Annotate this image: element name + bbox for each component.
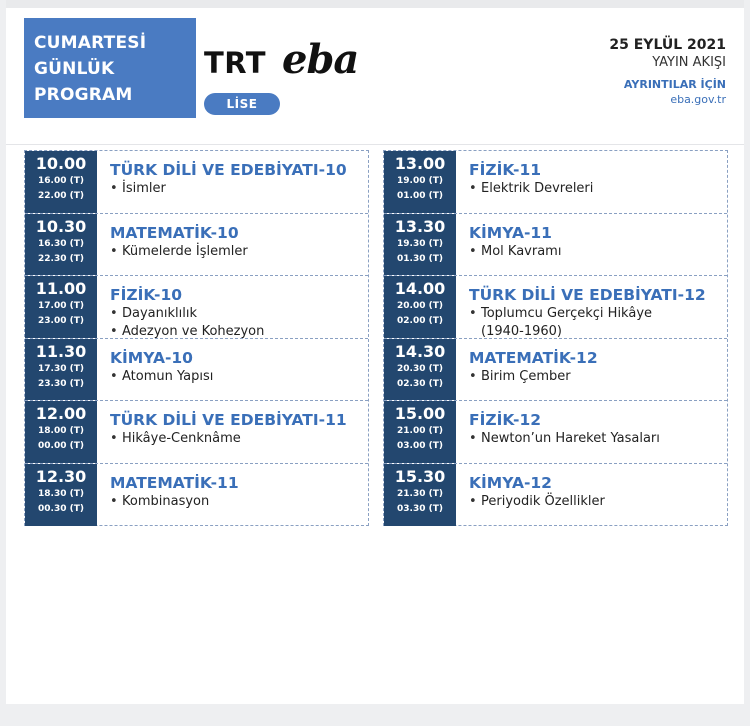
program-title-box xyxy=(24,18,196,118)
topic-item: • Elektrik Devreleri xyxy=(469,180,721,198)
content-cell xyxy=(110,410,362,448)
header-divider xyxy=(6,144,744,145)
schedule-row xyxy=(25,151,368,214)
time-cell xyxy=(384,276,456,338)
content-cell xyxy=(469,160,721,198)
time-cell xyxy=(384,339,456,401)
topic-item: (1940-1960) xyxy=(481,324,563,339)
rerun-time: 16.00 (T) xyxy=(38,176,84,186)
broadcast-subtitle: YAYIN AKIŞI xyxy=(652,55,726,70)
logo-trt-text: TRT xyxy=(204,46,267,80)
title-line-1: CUMARTESİ xyxy=(34,33,147,53)
topic-item: • Newton’un Hareket Yasaları xyxy=(469,430,721,448)
broadcast-time: 14.00 xyxy=(394,279,446,298)
bottom-frame xyxy=(0,704,750,726)
course-title: FİZİK-11 xyxy=(469,161,542,179)
rerun-time: 01.00 (T) xyxy=(397,191,443,201)
topic-item: • Adezyon ve Kohezyon xyxy=(110,323,362,341)
time-cell xyxy=(384,401,456,463)
left-frame xyxy=(0,0,6,726)
rerun-time: 00.00 (T) xyxy=(38,441,84,451)
time-cell xyxy=(25,214,97,276)
broadcast-time: 10.30 xyxy=(35,216,87,236)
topic-item: • Toplumcu Gerçekçi Hikâye xyxy=(469,305,721,323)
topic-item: • Periyodik Özellikler xyxy=(469,493,721,511)
rerun-time: 02.00 (T) xyxy=(397,316,443,326)
schedule-row xyxy=(25,464,368,527)
time-cell xyxy=(25,464,97,527)
title-line-3: PROGRAM xyxy=(34,85,133,105)
content-cell xyxy=(110,160,362,198)
content-cell xyxy=(469,410,721,448)
rerun-time: 16.30 (T) xyxy=(38,238,84,249)
rerun-time: 23.30 (T) xyxy=(38,378,84,389)
broadcast-time: 15.30 xyxy=(394,466,446,486)
content-cell xyxy=(469,223,721,261)
course-title: FİZİK-12 xyxy=(469,411,542,429)
level-badge: LİSE xyxy=(204,93,280,115)
content-cell xyxy=(110,348,362,386)
content-cell xyxy=(469,285,721,341)
top-frame xyxy=(0,0,750,8)
schedule-row xyxy=(25,339,368,402)
rerun-time: 20.30 (T) xyxy=(397,363,443,374)
topic-item: • Dayanıklılık xyxy=(110,305,362,323)
rerun-time: 22.30 (T) xyxy=(38,253,84,264)
content-cell xyxy=(469,348,721,386)
rerun-time: 00.30 (T) xyxy=(38,503,84,514)
rerun-time: 03.00 (T) xyxy=(397,441,443,451)
broadcast-time: 11.30 xyxy=(35,341,87,361)
time-cell xyxy=(384,151,456,213)
schedule-row xyxy=(384,464,727,527)
time-cell xyxy=(25,276,97,338)
course-title: KİMYA-10 xyxy=(110,348,193,367)
course-title: KİMYA-11 xyxy=(469,223,552,242)
rerun-time: 20.00 (T) xyxy=(397,301,443,311)
rerun-time: 01.30 (T) xyxy=(397,253,443,264)
broadcast-time: 14.30 xyxy=(394,341,446,361)
topic-item: • Atomun Yapısı xyxy=(110,368,362,386)
course-title: MATEMATİK-12 xyxy=(469,348,598,367)
broadcast-time: 15.00 xyxy=(394,404,446,423)
rerun-time: 21.00 (T) xyxy=(397,426,443,436)
broadcast-time: 13.30 xyxy=(394,216,446,236)
rerun-time: 18.30 (T) xyxy=(38,488,84,499)
course-title: TÜRK DİLİ VE EDEBİYATI-10 xyxy=(110,161,347,179)
time-cell xyxy=(25,401,97,463)
time-cell xyxy=(384,464,456,527)
schedule-row xyxy=(384,339,727,402)
rerun-time: 19.30 (T) xyxy=(397,238,443,249)
schedule-row xyxy=(384,151,727,214)
logo-eba-text: eba xyxy=(282,36,359,83)
rerun-time: 03.30 (T) xyxy=(397,503,443,514)
time-cell xyxy=(25,339,97,401)
broadcast-time: 12.30 xyxy=(35,466,87,486)
course-title: TÜRK DİLİ VE EDEBİYATI-12 xyxy=(469,286,706,304)
broadcast-time: 13.00 xyxy=(394,154,446,173)
course-title: FİZİK-10 xyxy=(110,286,183,304)
schedule-row xyxy=(25,401,368,464)
schedule-row xyxy=(384,401,727,464)
course-title: TÜRK DİLİ VE EDEBİYATI-11 xyxy=(110,411,347,429)
topic-item: • Kümelerde İşlemler xyxy=(110,243,362,261)
schedule-row xyxy=(25,276,368,339)
schedule-table-right xyxy=(383,150,728,526)
details-label: AYRINTILAR İÇİN xyxy=(623,78,726,91)
content-cell xyxy=(110,285,362,341)
topic-item: • Hikâye-Cenknâme xyxy=(110,430,362,448)
schedule-row xyxy=(384,214,727,277)
rerun-time: 17.00 (T) xyxy=(38,301,84,311)
rerun-time: 18.00 (T) xyxy=(38,426,84,436)
broadcast-time: 10.00 xyxy=(35,154,87,173)
date-block xyxy=(609,36,726,107)
time-cell xyxy=(384,214,456,276)
course-title: KİMYA-12 xyxy=(469,473,552,492)
right-frame xyxy=(744,0,750,726)
title-line-2: GÜNLÜK xyxy=(34,59,115,79)
rerun-time: 19.00 (T) xyxy=(397,176,443,186)
schedule-row xyxy=(384,276,727,339)
content-cell xyxy=(110,223,362,261)
course-title: MATEMATİK-11 xyxy=(110,473,239,492)
topic-item: • Kombinasyon xyxy=(110,493,362,511)
broadcast-time: 12.00 xyxy=(35,404,87,423)
rerun-time: 02.30 (T) xyxy=(397,378,443,389)
website-link[interactable]: eba.gov.tr xyxy=(670,93,726,106)
broadcast-time: 11.00 xyxy=(35,279,87,298)
topic-item: • Birim Çember xyxy=(469,368,721,386)
time-cell xyxy=(25,151,97,213)
rerun-time: 22.00 (T) xyxy=(38,191,84,201)
schedule-row xyxy=(25,214,368,277)
topic-item: • İsimler xyxy=(110,180,362,198)
schedule-table-left xyxy=(24,150,369,526)
rerun-time: 23.00 (T) xyxy=(38,316,84,326)
rerun-time: 21.30 (T) xyxy=(397,488,443,499)
rerun-time: 17.30 (T) xyxy=(38,363,84,374)
content-cell xyxy=(110,473,362,511)
topic-item: • Mol Kavramı xyxy=(469,243,721,261)
course-title: MATEMATİK-10 xyxy=(110,223,239,242)
content-cell xyxy=(469,473,721,511)
broadcast-date: 25 EYLÜL 2021 xyxy=(609,37,726,53)
